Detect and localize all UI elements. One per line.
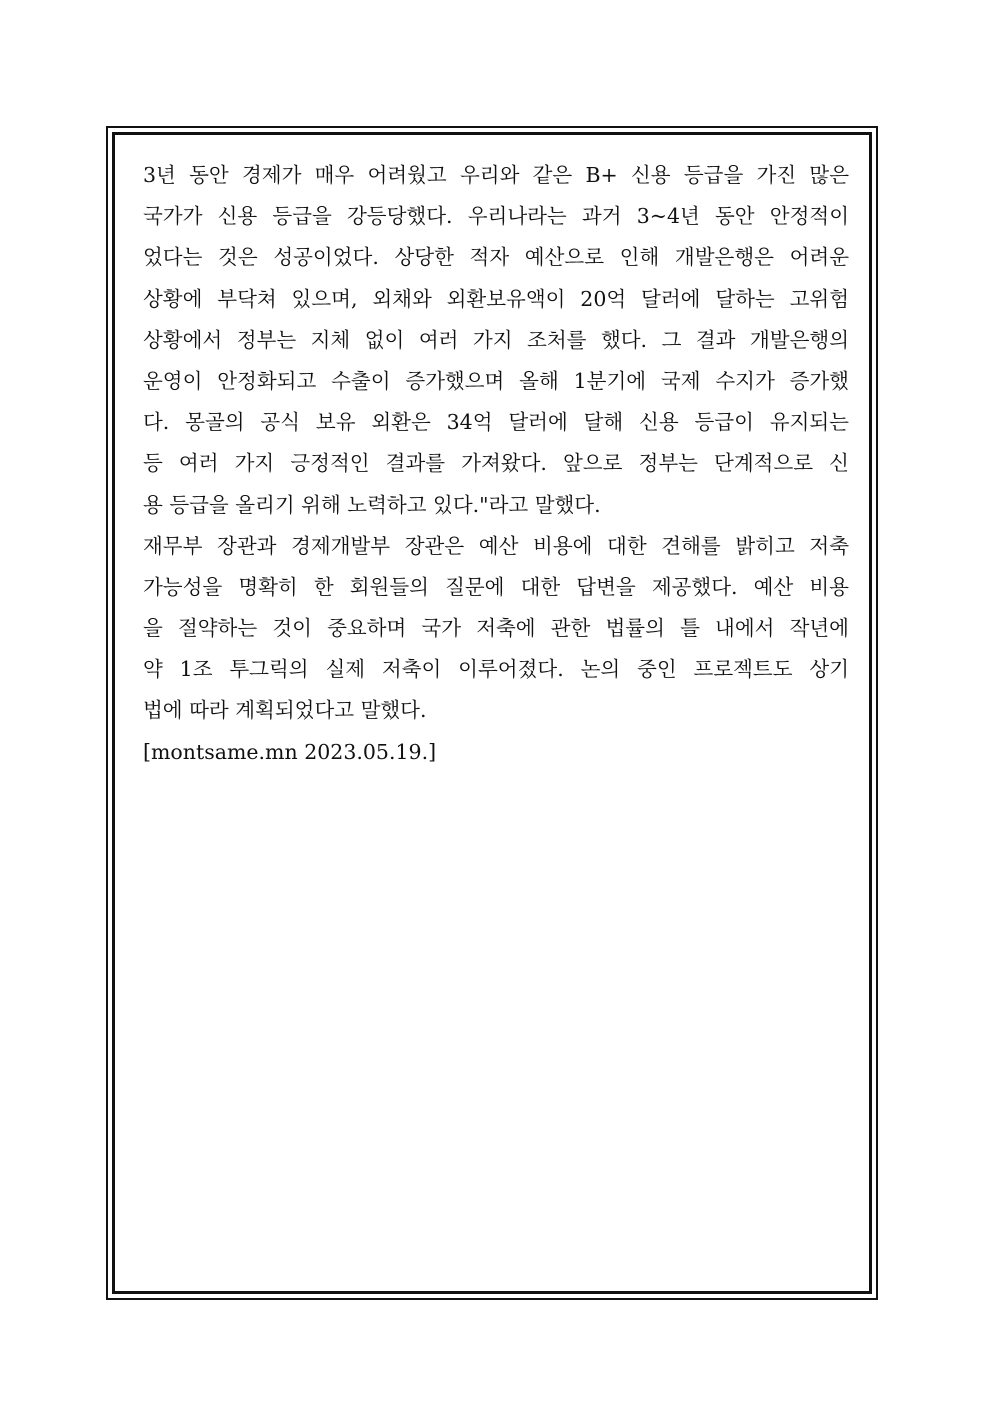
text-line: 상황에 부닥쳐 있으며, 외채와 외환보유액이 20억 달러에 달하는 고위험 xyxy=(143,286,849,311)
text-line: 용 등급을 올리기 위해 노력하고 있다."라고 말했다. xyxy=(143,492,601,517)
text-line: 었다는 것은 성공이었다. 상당한 적자 예산으로 인해 개발은행은 어려운 xyxy=(143,245,849,270)
text-line: 국가가 신용 등급을 강등당했다. 우리나라는 과거 3~4년 동안 안정적이 xyxy=(143,204,849,229)
source-citation: [montsame.mn 2023.05.19.] xyxy=(143,739,437,764)
text-line: 상황에서 정부는 지체 없이 여러 가지 조처를 했다. 그 결과 개발은행의 xyxy=(143,327,849,352)
text-line: 법에 따라 계획되었다고 말했다. xyxy=(143,698,427,723)
paragraph-1 xyxy=(143,155,849,526)
article-body xyxy=(143,155,849,773)
text-line: 을 절약하는 것이 중요하며 국가 저축에 관한 법률의 틀 내에서 작년에 xyxy=(143,616,849,641)
text-line: 운영이 안정화되고 수출이 증가했으며 올해 1분기에 국제 수지가 증가했 xyxy=(143,368,849,393)
text-line: 다. 몽골의 공식 보유 외환은 34억 달러에 달해 신용 등급이 유지되는 xyxy=(143,410,849,435)
text-line: 3년 동안 경제가 매우 어려웠고 우리와 같은 B+ 신용 등급을 가진 많은 xyxy=(143,163,849,187)
text-line: 약 1조 투그릭의 실제 저축이 이루어졌다. 논의 중인 프로젝트도 상기 xyxy=(143,657,849,682)
text-line: 등 여러 가지 긍정적인 결과를 가져왔다. 앞으로 정부는 단계적으로 신 xyxy=(143,451,849,476)
text-line: 재무부 장관과 경제개발부 장관은 예산 비용에 대한 견해를 밝히고 저축 xyxy=(143,533,849,558)
paragraph-2 xyxy=(143,526,849,732)
text-line: 가능성을 명확히 한 회원들의 질문에 대한 답변을 제공했다. 예산 비용 xyxy=(143,574,849,599)
